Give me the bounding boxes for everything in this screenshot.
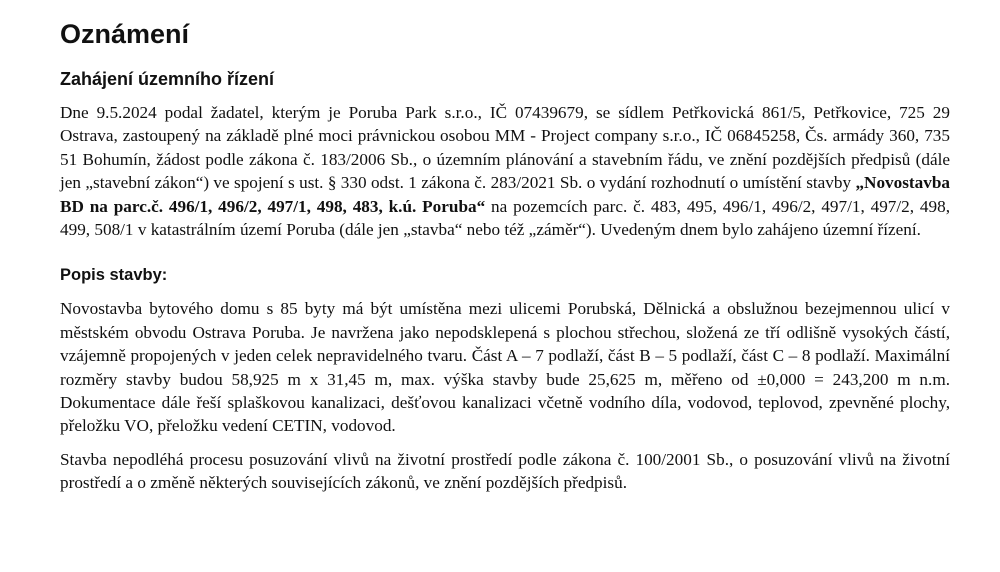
page-title: Oznámení [60,19,190,49]
page-subtitle: Zahájení územního řízení [60,69,275,89]
intro-text-end: na pozemcích parc. č. 483, 495, 496/1, 496/2, 497/1, 497/2, 498, 499, 508/1 v katastrálním území Poruba (dále jen „stavba“ nebo též „záměr“). Uvedeným dnem bylo zahájeno územní řízení. [60,196,950,240]
intro-text-start: Dne 9.5.2024 podal žadatel, kterým je Poruba Park s.r.o., IČ 07439679, se sídlem Petřkovická 861/5, Petřkovice, 725 29 Ostrava, zastoupený na základě plné moci právnickou osobou MM - Project company s.r.o., IČ 06845258, Čs. armády 360, 735 51 Bohumín, žádost podle zákona č. 183/2006 Sb., o územním plánování a stavebním řádu, ve znění pozdějších předpisů (dále jen „stavební zákon“) ve spojení s ust. § 330 odst. 1 zákona č. 283/2021 Sb. o vydání rozhodnutí o umístění stavby [60,103,950,193]
section-heading-description: Popis stavby: [60,266,168,285]
intro-paragraph [60,101,950,241]
description-paragraph: Novostavba bytového domu s 85 byty má být umístěna mezi ulicemi Porubská, Dělnická a obslužnou bezejmennou ulicí v městském obvodu Ostrava Poruba. Je navržena jako nepodsklepená s plochou střechou, složená ze tří odlišně vysokých částí, vzájemně propojených v jeden celek nepravidelného tvaru. Část A – 7 podlaží, část B – 5 podlaží, část C – 8 podlaží. Maximální rozměry stavby budou 58,925 m x 31,45 m, max. výška stavby bude 25,625 m, měřeno od ±0,000 = 243,200 m n.m. Dokumentace dále řeší splaškovou kanalizaci, dešťovou kanalizaci včetně vodního díla, vodovod, teplovod, zpevněné plochy, přeložku VO, přeložku vedení CETIN, vodovod. [60,299,950,436]
document-page [60,18,950,495]
eia-paragraph: Stavba nepodléhá procesu posuzování vlivů na životní prostředí podle zákona č. 100/2001 Sb., o posuzování vlivů na životní prostředí a o změně některých souvisejících zákonů, ve znění pozdějších předpisů. [60,449,950,493]
project-name: „Novostavba BD na parc.č. 496/1, 496/2, 497/1, 498, 483, k.ú. Poruba“ [60,173,950,216]
